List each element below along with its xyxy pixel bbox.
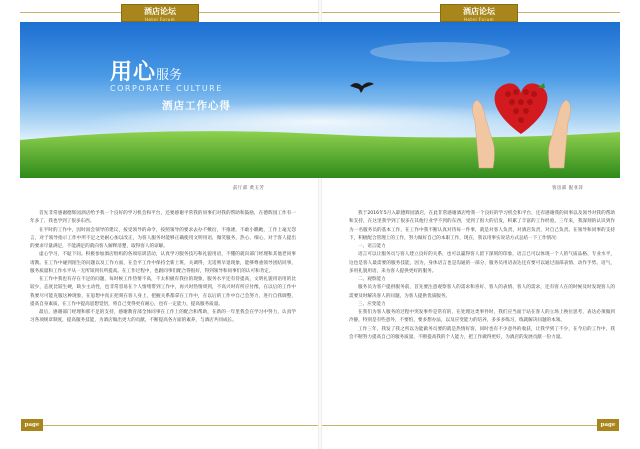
section-tab-subtitle: Hotel Forum <box>144 17 176 22</box>
article-title: 酒店工作心得 <box>162 100 231 112</box>
header-rule-right-2 <box>518 12 620 13</box>
section-heading: 三、应变能力 <box>358 301 386 307</box>
footer-rule-left <box>43 425 318 426</box>
author-byline-right: 客房部 倪亚萍 <box>552 186 584 191</box>
paragraph: 服务员为客户提供服务前，首先要注意观察客人的需求和喜好、客人的表情、客人的需求，还有客人在的时候及时发现客人的需要及时解决客人的问题，为客人提供优质服务。 <box>349 285 615 299</box>
section-tab-subtitle: Hotel Forum <box>463 17 495 22</box>
section-tab-title: 酒店论坛 <box>463 6 495 16</box>
left-article-body <box>30 210 296 326</box>
grass-field <box>20 131 620 178</box>
paragraph: 虚心学习，不耻下问。积极参加酒店组织的各项培训活动，认真学习服务技巧和礼貌用语，不懂的就向部门经理和其他老同事请教。在工作中碰到陌生的问题以及工作方面，在会平工作中保持全新上班，关调得，无适则早退现象，能够尊重领导团结同事，服务质量和工作水平从一无所知到有所提高。在工作过程中，也跟同事们配合得很好，得到领导和同事们的认可和肯定。 <box>30 252 296 274</box>
page-number-right: page 28 <box>597 419 619 431</box>
header-rule-right <box>322 12 440 13</box>
hero-title-small: 服务 <box>156 68 183 83</box>
header-rule-left-2 <box>199 12 319 13</box>
hero-title-big: 用心 <box>110 60 157 85</box>
footer-rule-right <box>322 425 597 426</box>
paragraph: 工作三年，我发了我之所以为能做务员要的就是热情好客，同时也有不少意外的收获，让我学到了不少，在今后的工作中，我会不断努力提高自己的服务质量，不断提高我的个人能力，把工作做得更好，为酒店的发展贡献一份力量。 <box>349 326 615 340</box>
paragraph: 在平时的工作中，因时而会领导的建议，按受领导的命令，按照领导的要求去办不敷衍，不推诿，不敢小瞧她，工作上毫无怨言，对于领导指示工作中所不足之处耐心加以改正，为客人服务时能够正确使用文明用语，微笑服务，热心、细心，对于客人提出的要求尽量满足，不能满足的就向客人解释清楚，取得客人的谅解。 <box>30 227 296 249</box>
section-tab-title: 酒店论坛 <box>144 6 176 16</box>
paragraph: 最后，感谢部门经理和那不足的支持，感谢教育部全体同事在工作上的配合和帮助，在新的一年里我会在学习中努力，认真学习各项规章制度，提高服务技能，为酒店做出更大的贡献，不断提高各方面的素养，与酒店共同成长。 <box>30 310 296 324</box>
hero-english-caption: CORPORATE CULTURE <box>110 84 223 93</box>
bird-icon <box>350 82 374 93</box>
section-tab-right <box>440 4 518 22</box>
paragraph: 我于2016年5月入职德辉园酒店，在此非常感谢酒店给我一个良好的学习机会和平台，还有感谢我的同事以及领导对我的帮助和支持，在这里我学到了很多在其他行业学不到的东西，受到了很大的启发，积累了丰富的工作经验。三年来，我深刻的认识到作为一名服务员的基本工作，在工作中我不断认真对待每一件事，就是对客人负责，对酒店负责，对自己负责。在领导和同事的支持下，积极配合管理上的工作，努力做好自己的本职工作，现在，我以用事实说话方式总结一下工作情况： <box>349 211 615 241</box>
hero-title <box>110 55 182 86</box>
paragraph: 语言可以让服务员与客人建立良好的关系，也可以赢得客人留下深刻的印象，语言已可以体现一个人的气质品格、专业水平，这也是客人最需要的服务技能，因为，身体语言也是沟通的一部分，服务员用语表达还有要可以通过面部表情、动作手势、语气，多用礼貌用语，来为客人提供更好的服务。 <box>349 252 615 274</box>
hero-illustration <box>20 22 620 178</box>
right-article-body <box>349 210 615 342</box>
author-byline-left: 前厅部 黄玉芳 <box>233 186 265 191</box>
section-heading: 二、观察能力 <box>358 277 386 282</box>
paragraph: 首先非常感谢德辉园酒店给予我一个良好的学习机会和平台，还要感谢平常我的同事们对我的帮助和鼓励，在德辉园工作有一年多了，我也学到了很多东西。 <box>30 211 296 225</box>
page-number-left: page 27 <box>21 419 43 431</box>
cloud <box>370 42 510 62</box>
section-tab-left <box>121 4 199 22</box>
paragraph: 在我们为客人服务的过程中突发事件是常有的，在处理这类事件时，我们应当面于站在客人的立场上换位思考，表达必须做到冷静，特别是有些意外，不要怕，要多想办法，以及应变能力的培养，多多多练习，练就解决问题的本领。 <box>349 310 615 324</box>
hero-banner <box>20 22 620 178</box>
section-heading: 一、语言能力 <box>358 244 386 249</box>
header-rule-left <box>20 12 121 13</box>
paragraph: 在工作中我也有存在不足的问题，每时候工作热情不高，不太积极有我拉的现象，服务水平还有待提高，文明礼貌用语用的比较少，态度比较生硬，缺少主动性，也非常容易在个人情绪带到工作中，再兴时热情周到，不高兴时有所应付像，在以后的工作中我要尽可能克服这种现象，在思想中真正把刻在客人身上，把握关系都拿在工作中，在以后的工作中自己会努力，进行自我调整，提高自身素质，在工作中提高思想觉悟，将自己变得更有耐心，也有一定能力，提高服务质量。 <box>30 277 296 307</box>
